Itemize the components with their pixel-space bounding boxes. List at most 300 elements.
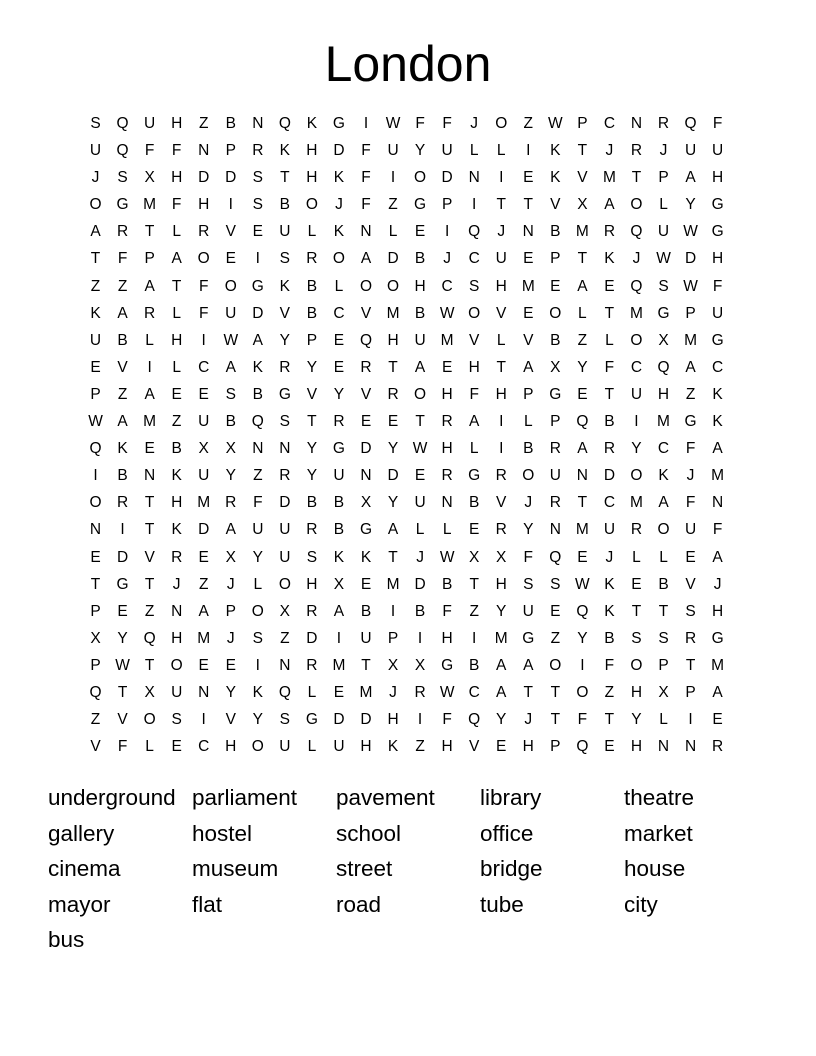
- grid-letter: W: [412, 440, 428, 458]
- grid-row: [82, 465, 731, 492]
- grid-letter: I: [580, 656, 585, 674]
- grid-letter: A: [712, 548, 723, 566]
- grid-letter: S: [469, 277, 480, 295]
- grid-letter: X: [387, 656, 399, 674]
- grid-letter: N: [279, 440, 291, 458]
- grid-letter: V: [360, 304, 372, 322]
- grid-letter: L: [578, 304, 587, 322]
- grid-letter: L: [469, 142, 479, 160]
- grid-letter: N: [252, 115, 264, 132]
- word-list: [48, 780, 788, 958]
- grid-letter: U: [522, 602, 534, 620]
- grid-letter: H: [306, 142, 318, 160]
- grid-letter: T: [117, 683, 128, 701]
- grid-letter: O: [549, 304, 562, 322]
- grid-letter: O: [143, 711, 156, 729]
- grid-letter: I: [390, 169, 396, 187]
- grid-letter: Z: [388, 196, 398, 214]
- grid-letter: Z: [198, 115, 209, 132]
- grid-letter: Q: [657, 358, 670, 376]
- grid-letter: E: [577, 385, 588, 403]
- grid-letter: N: [198, 142, 210, 160]
- grid-row: [82, 303, 731, 330]
- grid-letter: S: [685, 602, 696, 620]
- grid-letter: B: [225, 413, 236, 431]
- grid-letter: N: [657, 738, 670, 756]
- grid-letter: Y: [414, 142, 426, 160]
- grid-letter: J: [470, 115, 479, 132]
- grid-letter: Y: [252, 548, 263, 566]
- grid-letter: E: [333, 683, 345, 701]
- grid-letter: O: [522, 467, 535, 485]
- grid-letter: Q: [576, 602, 589, 620]
- grid-letter: B: [604, 413, 615, 431]
- grid-letter: I: [499, 413, 504, 431]
- grid-letter: Z: [144, 602, 155, 620]
- grid-letter: V: [144, 548, 155, 566]
- grid-letter: W: [683, 277, 698, 295]
- grid-letter: M: [386, 575, 400, 593]
- word-list-item: street: [336, 856, 393, 881]
- grid-letter: X: [577, 196, 588, 214]
- grid-letter: J: [335, 196, 343, 214]
- grid-letter: E: [712, 711, 723, 729]
- grid-letter: F: [577, 711, 588, 729]
- grid-letter: H: [171, 169, 183, 187]
- grid-letter: P: [144, 250, 155, 268]
- grid-letter: K: [252, 358, 263, 376]
- grid-letter: B: [225, 115, 236, 132]
- grid-row: [82, 194, 731, 221]
- grid-letter: J: [416, 548, 424, 566]
- grid-letter: H: [441, 440, 453, 458]
- grid-letter: E: [523, 304, 534, 322]
- grid-letter: P: [225, 602, 236, 620]
- grid-letter: Z: [550, 629, 561, 647]
- grid-letter: F: [442, 602, 452, 620]
- grid-letter: Y: [387, 440, 399, 458]
- grid-letter: S: [550, 575, 561, 593]
- grid-letter: D: [684, 250, 697, 268]
- grid-letter: O: [251, 602, 264, 620]
- grid-letter: H: [414, 277, 426, 295]
- grid-letter: P: [550, 250, 561, 268]
- grid-letter: G: [278, 385, 291, 403]
- grid-letter: Q: [116, 115, 129, 132]
- grid-letter: O: [89, 494, 102, 512]
- grid-letter: U: [603, 521, 616, 539]
- grid-letter: I: [120, 521, 125, 539]
- grid-letter: T: [577, 494, 588, 512]
- grid-letter: F: [198, 304, 209, 322]
- grid-letter: R: [171, 548, 183, 566]
- grid-letter: E: [144, 440, 155, 458]
- grid-letter: K: [604, 250, 615, 268]
- grid-letter: K: [604, 602, 615, 620]
- grid-letter: P: [387, 629, 399, 647]
- grid-letter: W: [439, 548, 455, 566]
- grid-letter: H: [712, 250, 724, 268]
- grid-letter: J: [659, 142, 668, 160]
- grid-letter: I: [336, 629, 342, 647]
- grid-letter: R: [198, 223, 210, 241]
- grid-letter: Z: [469, 602, 479, 620]
- grid-letter: Y: [225, 467, 236, 485]
- grid-letter: Y: [631, 711, 642, 729]
- grid-letter: T: [388, 548, 398, 566]
- grid-letter: A: [658, 494, 669, 512]
- grid-letter: E: [685, 548, 696, 566]
- grid-letter: L: [172, 304, 181, 322]
- grid-letter: V: [90, 738, 101, 756]
- grid-letter: A: [171, 250, 182, 268]
- grid-letter: T: [144, 223, 155, 241]
- grid-letter: U: [198, 467, 210, 485]
- grid-letter: M: [521, 277, 535, 295]
- word-list-item: cinema: [48, 856, 121, 881]
- grid-row: [82, 492, 731, 519]
- grid-letter: P: [550, 413, 561, 431]
- grid-letter: E: [90, 358, 101, 376]
- grid-letter: U: [712, 304, 724, 322]
- word-list-item: office: [480, 820, 534, 846]
- grid-letter: R: [306, 250, 318, 268]
- grid-letter: Z: [577, 331, 588, 349]
- grid-letter: L: [523, 413, 533, 431]
- grid-row: [82, 276, 731, 303]
- grid-letter: H: [712, 169, 724, 187]
- grid-letter: Y: [225, 683, 236, 701]
- grid-letter: O: [576, 683, 589, 701]
- grid-letter: D: [198, 169, 210, 187]
- grid-row: [82, 357, 731, 384]
- grid-letter: L: [172, 223, 181, 241]
- grid-letter: M: [494, 629, 508, 647]
- grid-letter: H: [171, 331, 183, 349]
- grid-letter: A: [333, 602, 345, 620]
- grid-letter: E: [414, 223, 426, 241]
- grid-letter: B: [117, 467, 128, 485]
- grid-letter: F: [685, 494, 696, 512]
- grid-letter: P: [90, 385, 101, 403]
- word-list-item: bridge: [480, 856, 543, 881]
- grid-letter: H: [441, 385, 453, 403]
- grid-letter: C: [198, 738, 210, 756]
- grid-letter: C: [198, 358, 210, 376]
- grid-letter: L: [605, 331, 614, 349]
- grid-letter: A: [387, 521, 399, 539]
- grid-letter: I: [390, 602, 396, 620]
- grid-letter: G: [332, 115, 345, 132]
- grid-letter: D: [387, 250, 399, 268]
- grid-letter: I: [499, 440, 504, 458]
- letter-grid: [82, 113, 731, 763]
- grid-letter: O: [170, 656, 183, 674]
- grid-letter: Q: [278, 683, 291, 701]
- grid-letter: D: [414, 575, 426, 593]
- grid-letter: O: [657, 521, 670, 539]
- grid-letter: Q: [278, 115, 291, 132]
- grid-letter: Q: [576, 413, 589, 431]
- grid-letter: T: [496, 196, 506, 214]
- grid-letter: B: [523, 440, 534, 458]
- grid-letter: L: [334, 277, 344, 295]
- grid-letter: R: [360, 358, 372, 376]
- grid-letter: K: [117, 440, 128, 458]
- grid-letter: M: [332, 656, 346, 674]
- grid-letter: F: [415, 115, 425, 132]
- grid-letter: X: [90, 629, 101, 647]
- grid-letter: I: [363, 115, 369, 132]
- word-list-item: bus: [48, 927, 85, 952]
- grid-row: [82, 411, 731, 438]
- grid-letter: H: [712, 602, 724, 620]
- word-list-item: city: [624, 891, 658, 917]
- grid-row: [82, 547, 731, 574]
- grid-letter: B: [252, 385, 263, 403]
- grid-letter: W: [575, 575, 590, 593]
- grid-letter: F: [361, 196, 371, 214]
- grid-letter: H: [495, 277, 507, 295]
- grid-row: [82, 628, 731, 655]
- grid-letter: E: [198, 656, 209, 674]
- grid-letter: J: [172, 575, 181, 593]
- grid-letter: M: [657, 413, 670, 431]
- grid-letter: C: [468, 683, 480, 701]
- grid-letter: A: [144, 277, 155, 295]
- grid-letter: S: [658, 277, 669, 295]
- grid-letter: F: [523, 548, 533, 566]
- grid-letter: H: [387, 711, 399, 729]
- grid-letter: P: [658, 656, 669, 674]
- grid-letter: U: [279, 548, 291, 566]
- grid-letter: R: [441, 467, 453, 485]
- grid-letter: T: [577, 250, 588, 268]
- grid-letter: Y: [685, 196, 696, 214]
- grid-letter: X: [658, 331, 669, 349]
- grid-letter: P: [306, 331, 318, 349]
- grid-letter: T: [523, 196, 533, 214]
- grid-letter: R: [279, 358, 291, 376]
- grid-letter: H: [495, 385, 507, 403]
- grid-letter: V: [577, 169, 588, 187]
- grid-letter: U: [414, 331, 426, 349]
- grid-letter: S: [306, 548, 318, 566]
- grid-letter: W: [439, 683, 455, 701]
- grid-letter: S: [171, 711, 182, 729]
- grid-letter: A: [469, 413, 480, 431]
- grid-letter: G: [522, 629, 535, 647]
- grid-letter: J: [226, 629, 235, 647]
- grid-letter: R: [630, 142, 643, 160]
- grid-letter: S: [225, 385, 236, 403]
- grid-letter: M: [684, 331, 698, 349]
- grid-letter: K: [550, 169, 561, 187]
- grid-letter: A: [685, 169, 696, 187]
- grid-letter: C: [468, 250, 480, 268]
- grid-letter: X: [414, 656, 426, 674]
- grid-letter: F: [442, 711, 452, 729]
- grid-letter: J: [91, 169, 100, 187]
- grid-letter: F: [253, 494, 263, 512]
- grid-letter: T: [496, 358, 506, 376]
- grid-letter: C: [657, 440, 670, 458]
- grid-letter: P: [658, 169, 669, 187]
- grid-letter: I: [472, 196, 477, 214]
- grid-letter: M: [197, 629, 211, 647]
- grid-letter: K: [90, 304, 101, 322]
- grid-letter: Z: [685, 385, 696, 403]
- grid-letter: B: [306, 304, 318, 322]
- grid-letter: I: [417, 629, 423, 647]
- grid-letter: R: [116, 494, 129, 512]
- grid-letter: I: [499, 169, 504, 187]
- grid-letter: T: [388, 358, 398, 376]
- grid-letter: H: [171, 494, 183, 512]
- grid-letter: H: [441, 629, 453, 647]
- grid-letter: K: [279, 142, 291, 160]
- grid-letter: V: [117, 711, 128, 729]
- grid-letter: F: [144, 142, 155, 160]
- grid-letter: R: [116, 223, 129, 241]
- grid-letter: H: [306, 575, 318, 593]
- grid-letter: S: [631, 629, 642, 647]
- grid-letter: I: [444, 223, 450, 241]
- grid-letter: U: [684, 521, 697, 539]
- grid-letter: S: [117, 169, 128, 187]
- grid-letter: F: [685, 440, 696, 458]
- grid-letter: E: [225, 656, 236, 674]
- grid-letter: V: [279, 304, 291, 322]
- grid-letter: T: [604, 385, 615, 403]
- word-list-item: parliament: [192, 785, 298, 810]
- grid-letter: D: [306, 629, 318, 647]
- grid-letter: T: [577, 142, 588, 160]
- grid-letter: T: [604, 304, 615, 322]
- grid-letter: Q: [89, 683, 102, 701]
- grid-letter: T: [90, 250, 101, 268]
- grid-letter: F: [198, 277, 209, 295]
- grid-letter: T: [280, 169, 290, 187]
- grid-letter: S: [658, 629, 669, 647]
- grid-letter: B: [550, 223, 561, 241]
- grid-letter: O: [305, 196, 318, 214]
- grid-letter: F: [117, 738, 128, 756]
- grid-letter: H: [171, 115, 183, 132]
- grid-letter: T: [550, 683, 561, 701]
- grid-letter: Y: [496, 711, 507, 729]
- grid-letter: A: [144, 385, 155, 403]
- puzzle-title: London: [324, 36, 492, 92]
- grid-letter: R: [495, 521, 507, 539]
- grid-letter: Y: [631, 440, 642, 458]
- grid-letter: F: [712, 277, 723, 295]
- grid-letter: S: [252, 169, 263, 187]
- grid-letter: E: [360, 413, 372, 431]
- grid-letter: B: [414, 304, 426, 322]
- grid-letter: A: [685, 358, 696, 376]
- grid-letter: R: [279, 467, 291, 485]
- grid-letter: F: [171, 142, 182, 160]
- grid-letter: M: [602, 169, 616, 187]
- grid-letter: Z: [280, 629, 290, 647]
- grid-letter: U: [712, 142, 724, 160]
- grid-letter: V: [685, 575, 696, 593]
- grid-letter: D: [252, 304, 264, 322]
- grid-letter: P: [90, 602, 101, 620]
- grid-letter: T: [631, 169, 642, 187]
- grid-letter: T: [361, 656, 371, 674]
- grid-letter: A: [117, 413, 128, 431]
- grid-letter: J: [389, 683, 397, 701]
- grid-letter: X: [279, 602, 291, 620]
- grid-letter: E: [90, 548, 101, 566]
- grid-letter: A: [523, 358, 534, 376]
- grid-letter: N: [576, 467, 588, 485]
- grid-letter: R: [333, 413, 345, 431]
- grid-letter: R: [306, 656, 318, 674]
- grid-letter: I: [417, 711, 423, 729]
- grid-letter: S: [252, 629, 263, 647]
- grid-letter: D: [225, 169, 237, 187]
- grid-letter: D: [333, 142, 345, 160]
- grid-letter: O: [630, 656, 643, 674]
- grid-letter: Y: [577, 629, 588, 647]
- grid-letter: L: [253, 575, 263, 593]
- word-list-item: house: [624, 856, 686, 881]
- grid-letter: X: [333, 575, 345, 593]
- grid-letter: J: [524, 494, 533, 512]
- grid-letter: R: [657, 115, 670, 132]
- grid-letter: R: [603, 440, 616, 458]
- grid-letter: T: [144, 656, 155, 674]
- grid-letter: I: [201, 331, 206, 349]
- grid-row: [82, 330, 731, 357]
- grid-letter: E: [631, 575, 642, 593]
- grid-letter: E: [577, 548, 588, 566]
- grid-letter: L: [307, 683, 317, 701]
- grid-letter: L: [469, 440, 479, 458]
- grid-letter: V: [306, 385, 318, 403]
- grid-letter: Q: [468, 223, 481, 241]
- grid-letter: P: [550, 738, 561, 756]
- grid-row: [82, 221, 731, 248]
- grid-letter: Q: [630, 223, 643, 241]
- grid-letter: R: [630, 521, 643, 539]
- grid-letter: H: [630, 738, 643, 756]
- grid-letter: B: [333, 494, 345, 512]
- grid-letter: G: [441, 656, 454, 674]
- grid-letter: E: [550, 277, 561, 295]
- grid-letter: O: [251, 738, 264, 756]
- grid-letter: J: [605, 548, 614, 566]
- grid-letter: G: [116, 196, 129, 214]
- grid-letter: Y: [306, 358, 318, 376]
- grid-letter: W: [439, 304, 455, 322]
- grid-letter: I: [228, 196, 233, 214]
- grid-letter: J: [713, 575, 722, 593]
- grid-letter: O: [224, 277, 237, 295]
- grid-row: [82, 682, 731, 709]
- grid-letter: U: [144, 115, 156, 132]
- grid-letter: E: [441, 358, 453, 376]
- grid-letter: I: [472, 629, 477, 647]
- grid-letter: J: [226, 575, 235, 593]
- grid-letter: M: [143, 413, 157, 431]
- grid-letter: U: [279, 738, 291, 756]
- grid-letter: R: [712, 738, 724, 756]
- grid-letter: U: [252, 521, 264, 539]
